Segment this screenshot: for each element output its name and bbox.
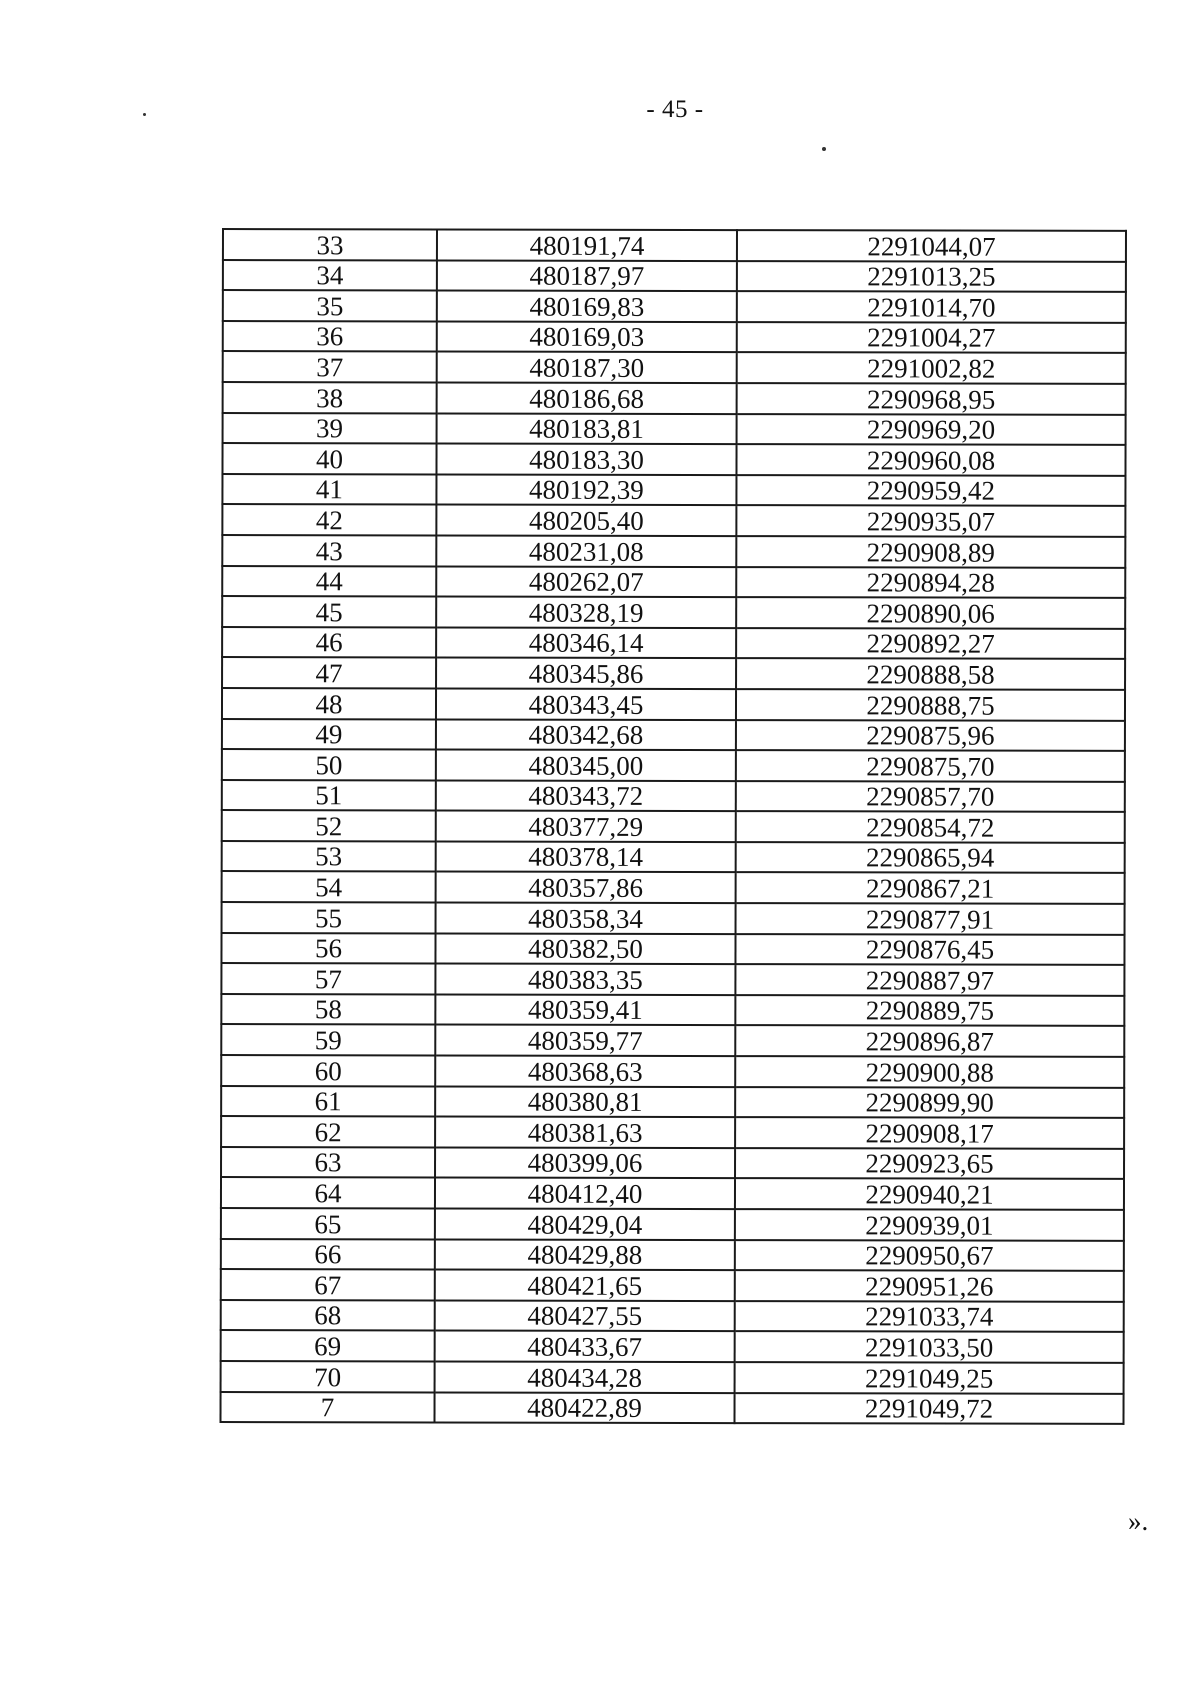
table-row [222, 780, 1125, 812]
table-row [222, 474, 1125, 506]
point-number-cell: 57 [221, 963, 435, 994]
x-coordinate-cell: 480359,41 [435, 994, 735, 1025]
point-number-cell: 38 [223, 382, 437, 413]
point-number-cell: 34 [223, 260, 437, 291]
y-coordinate-cell: 2290889,75 [735, 995, 1124, 1026]
y-coordinate-cell: 2290960,08 [736, 444, 1125, 475]
point-number-cell: 48 [222, 688, 436, 719]
point-number-cell: 37 [223, 351, 437, 382]
point-number-cell: 51 [222, 780, 436, 811]
table-row [222, 566, 1125, 598]
point-number-cell: 64 [221, 1177, 435, 1208]
x-coordinate-cell: 480345,00 [436, 750, 736, 781]
table-row [222, 810, 1125, 842]
y-coordinate-cell: 2291049,25 [735, 1362, 1124, 1393]
table-row [222, 504, 1125, 536]
table-row [223, 260, 1126, 292]
y-coordinate-cell: 2290854,72 [736, 811, 1125, 842]
closing-quote-mark: ». [1128, 1506, 1149, 1536]
y-coordinate-cell: 2290950,67 [735, 1240, 1124, 1271]
table-row [221, 1024, 1124, 1056]
point-number-cell: 39 [223, 413, 437, 444]
table-row [221, 1055, 1124, 1087]
table-row [223, 290, 1126, 322]
y-coordinate-cell: 2291014,70 [737, 291, 1126, 322]
table-row [222, 596, 1125, 628]
x-coordinate-cell: 480422,89 [434, 1392, 734, 1423]
x-coordinate-cell: 480231,08 [436, 535, 736, 566]
table-row [221, 1147, 1124, 1179]
y-coordinate-cell: 2290968,95 [737, 383, 1126, 414]
point-number-cell: 36 [223, 321, 437, 352]
y-coordinate-cell: 2290892,27 [736, 628, 1125, 659]
table-row [222, 535, 1125, 567]
point-number-cell: 65 [221, 1208, 435, 1239]
x-coordinate-cell: 480343,45 [436, 688, 736, 719]
table-row [221, 1116, 1124, 1148]
y-coordinate-cell: 2290939,01 [735, 1209, 1124, 1240]
table-row [222, 627, 1125, 659]
y-coordinate-cell: 2290888,75 [736, 689, 1125, 720]
point-number-cell: 53 [222, 841, 436, 872]
y-coordinate-cell: 2290899,90 [735, 1087, 1124, 1118]
x-coordinate-cell: 480381,63 [435, 1117, 735, 1148]
point-number-cell: 55 [222, 902, 436, 933]
x-coordinate-cell: 480382,50 [435, 933, 735, 964]
y-coordinate-cell: 2291033,74 [735, 1301, 1124, 1332]
point-number-cell: 47 [222, 657, 436, 688]
y-coordinate-cell: 2291049,72 [734, 1393, 1123, 1424]
point-number-cell: 62 [221, 1116, 435, 1147]
table-row [221, 1330, 1124, 1362]
y-coordinate-cell: 2290908,89 [736, 536, 1125, 567]
table-row [222, 841, 1125, 873]
x-coordinate-cell: 480343,72 [436, 780, 736, 811]
x-coordinate-cell: 480358,34 [436, 903, 736, 934]
y-coordinate-cell: 2290935,07 [736, 505, 1125, 536]
table-row [221, 1208, 1124, 1240]
point-number-cell: 58 [221, 994, 435, 1025]
table-row [221, 1177, 1124, 1209]
table-row [222, 902, 1125, 934]
coordinates-table-body [220, 229, 1125, 1424]
y-coordinate-cell: 2290900,88 [735, 1056, 1124, 1087]
x-coordinate-cell: 480186,68 [437, 382, 737, 413]
y-coordinate-cell: 2290908,17 [735, 1117, 1124, 1148]
table-row [221, 933, 1124, 965]
x-coordinate-cell: 480399,06 [435, 1147, 735, 1178]
y-coordinate-cell: 2290876,45 [735, 934, 1124, 965]
point-number-cell: 35 [223, 290, 437, 321]
x-coordinate-cell: 480346,14 [436, 627, 736, 658]
x-coordinate-cell: 480434,28 [435, 1361, 735, 1392]
x-coordinate-cell: 480380,81 [435, 1086, 735, 1117]
x-coordinate-cell: 480328,19 [436, 597, 736, 628]
table-row [223, 413, 1126, 445]
y-coordinate-cell: 2290969,20 [737, 414, 1126, 445]
x-coordinate-cell: 480378,14 [436, 841, 736, 872]
coordinates-table [219, 228, 1127, 1425]
table-row [222, 443, 1125, 475]
point-number-cell: 45 [222, 596, 436, 627]
table-row [221, 1300, 1124, 1332]
x-coordinate-cell: 480191,74 [437, 229, 737, 260]
y-coordinate-cell: 2290894,28 [736, 567, 1125, 598]
table-row [221, 963, 1124, 995]
y-coordinate-cell: 2291033,50 [735, 1331, 1124, 1362]
point-number-cell: 7 [220, 1392, 434, 1423]
table-row [221, 1269, 1124, 1301]
point-number-cell: 56 [221, 933, 435, 964]
table-row [222, 688, 1125, 720]
point-number-cell: 41 [222, 474, 436, 505]
y-coordinate-cell: 2290865,94 [736, 842, 1125, 873]
x-coordinate-cell: 480421,65 [435, 1270, 735, 1301]
y-coordinate-cell: 2290887,97 [735, 964, 1124, 995]
y-coordinate-cell: 2290875,96 [736, 720, 1125, 751]
x-coordinate-cell: 480359,77 [435, 1025, 735, 1056]
point-number-cell: 66 [221, 1239, 435, 1270]
x-coordinate-cell: 480187,97 [437, 260, 737, 291]
x-coordinate-cell: 480383,35 [435, 964, 735, 995]
point-number-cell: 69 [221, 1330, 435, 1361]
x-coordinate-cell: 480429,04 [435, 1208, 735, 1239]
y-coordinate-cell: 2290875,70 [736, 750, 1125, 781]
scan-speck [822, 147, 826, 151]
point-number-cell: 68 [221, 1300, 435, 1331]
x-coordinate-cell: 480192,39 [436, 474, 736, 505]
x-coordinate-cell: 480412,40 [435, 1178, 735, 1209]
table-row [222, 749, 1125, 781]
table-row [222, 871, 1125, 903]
y-coordinate-cell: 2290951,26 [735, 1270, 1124, 1301]
y-coordinate-cell: 2290867,21 [736, 873, 1125, 904]
point-number-cell: 52 [222, 810, 436, 841]
point-number-cell: 67 [221, 1269, 435, 1300]
point-number-cell: 50 [222, 749, 436, 780]
x-coordinate-cell: 480342,68 [436, 719, 736, 750]
table-row [223, 321, 1126, 353]
x-coordinate-cell: 480169,03 [437, 321, 737, 352]
x-coordinate-cell: 480262,07 [436, 566, 736, 597]
y-coordinate-cell: 2290896,87 [735, 1026, 1124, 1057]
y-coordinate-cell: 2291002,82 [737, 352, 1126, 383]
page-number: - 45 - [646, 96, 704, 123]
y-coordinate-cell: 2290890,06 [736, 597, 1125, 628]
y-coordinate-cell: 2291013,25 [737, 261, 1126, 292]
x-coordinate-cell: 480183,30 [436, 444, 736, 475]
x-coordinate-cell: 480183,81 [437, 413, 737, 444]
table-row [223, 351, 1126, 383]
table-row [223, 382, 1126, 414]
table-row [221, 1239, 1124, 1271]
y-coordinate-cell: 2290877,91 [736, 903, 1125, 934]
table-row [220, 1392, 1123, 1424]
point-number-cell: 61 [221, 1086, 435, 1117]
table-row [223, 229, 1126, 261]
y-coordinate-cell: 2290857,70 [736, 781, 1125, 812]
table-row [221, 1086, 1124, 1118]
x-coordinate-cell: 480377,29 [436, 811, 736, 842]
point-number-cell: 60 [221, 1055, 435, 1086]
x-coordinate-cell: 480169,83 [437, 291, 737, 322]
x-coordinate-cell: 480427,55 [435, 1300, 735, 1331]
y-coordinate-cell: 2290940,21 [735, 1178, 1124, 1209]
x-coordinate-cell: 480187,30 [437, 352, 737, 383]
y-coordinate-cell: 2290959,42 [736, 475, 1125, 506]
y-coordinate-cell: 2290888,58 [736, 658, 1125, 689]
x-coordinate-cell: 480345,86 [436, 658, 736, 689]
table-row [222, 657, 1125, 689]
y-coordinate-cell: 2291044,07 [737, 230, 1126, 261]
scan-speck [143, 113, 146, 116]
x-coordinate-cell: 480357,86 [436, 872, 736, 903]
point-number-cell: 70 [221, 1361, 435, 1392]
point-number-cell: 44 [222, 566, 436, 597]
table-row [222, 719, 1125, 751]
point-number-cell: 63 [221, 1147, 435, 1178]
y-coordinate-cell: 2291004,27 [737, 322, 1126, 353]
x-coordinate-cell: 480205,40 [436, 505, 736, 536]
point-number-cell: 43 [222, 535, 436, 566]
x-coordinate-cell: 480433,67 [435, 1331, 735, 1362]
x-coordinate-cell: 480429,88 [435, 1239, 735, 1270]
table-row [221, 1361, 1124, 1393]
point-number-cell: 54 [222, 871, 436, 902]
point-number-cell: 33 [223, 229, 437, 260]
point-number-cell: 59 [221, 1024, 435, 1055]
y-coordinate-cell: 2290923,65 [735, 1148, 1124, 1179]
point-number-cell: 40 [222, 443, 436, 474]
point-number-cell: 46 [222, 627, 436, 658]
table-row [221, 994, 1124, 1026]
point-number-cell: 42 [222, 504, 436, 535]
x-coordinate-cell: 480368,63 [435, 1055, 735, 1086]
point-number-cell: 49 [222, 719, 436, 750]
